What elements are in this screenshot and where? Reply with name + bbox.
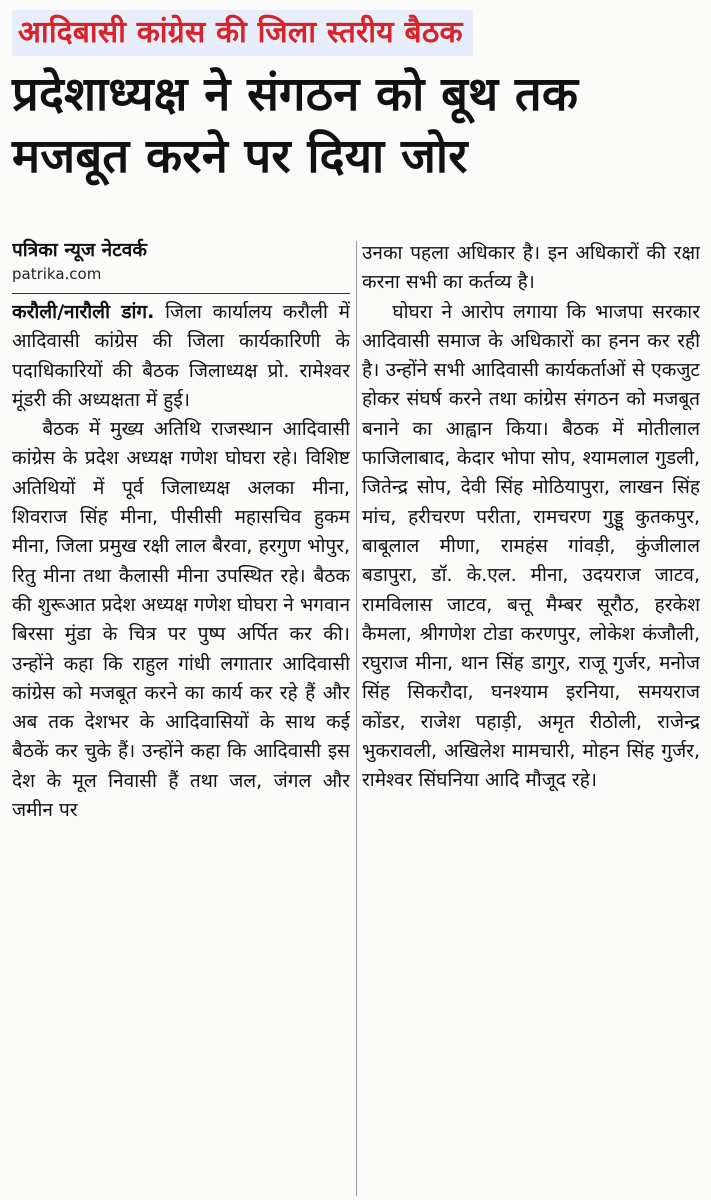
paragraph-text: जिला कार्यालय करौली में आदिवासी कांग्रेस की जिला कार्यकारिणी के पदाधिकारियों की बैठक जिलाध्यक्ष प्रो. रामेश्वर मूंडरी की अध्यक्षता में हुई।	[12, 301, 350, 411]
dateline: करौली/नारौली डांग.	[12, 301, 155, 323]
paragraph	[12, 298, 350, 415]
right-column	[362, 237, 700, 1200]
paragraph: उनका पहला अधिकार है। इन अधिकारों की रक्षा करना सभी का कर्तव्य है।	[362, 242, 700, 294]
paragraph: घोघरा ने आरोप लगाया कि भाजपा सरकार आदिवासी समाज के अधिकारों का हनन कर रही है। उन्होंने सभी आदिवासी कार्यकर्ताओं से एकजुट होकर संघर्ष करने तथा कांग्रेस संगठन को मजबूत बनाने का आह्वान किया। बैठक में मोतीलाल फाजिलाबाद, केदार भोपा सोप, श्यामलाल गुडली, जितेन्द्र सोप, देवी सिंह मोठियापुरा, लाखन सिंह मांच, हरीचरण परीता, रामचरण गुड्डू कुतकपुर, बाबूलाल मीणा, रामहंस गांवड़ी, कुंजीलाल बडापुरा, डॉ. के.एल. मीना, उदयराज जाटव, रामविलास जाटव, बत्तू मैम्बर सूरौठ, हरकेश कैमला, श्रीगणेश टोडा करणपुर, लोकेश कंजौली, रघुराज मीना, थान सिंह डागुर, राजू गुर्जर, मनोज सिंह सिकरौदा, घनश्याम इरनिया, समयराज कोंडर, राजेश पहाड़ी, अमृत रीठोली, राजेन्द्र भुकरावली, अखिलेश मामचारी, मोहन सिंह गुर्जर, रामेश्वर सिंघनिया आदि मौजूद रहे।	[362, 300, 700, 792]
paragraph: बैठक में मुख्य अतिथि राजस्थान आदिवासी कांग्रेस के प्रदेश अध्यक्ष गणेश घोघरा रहे। विशिष्ट अतिथियों में पूर्व जिलाध्यक्ष अलका मीना, शिवराज सिंह मीना, पीसीसी महासचिव हुकम मीना, जिला प्रमुख रक्षी लाल बैरवा, हरगुण भोपुर, रितु मीना तथा कैलासी मीना उपस्थित रहे। बैठक की शुरूआत प्रदेश अध्यक्ष गणेश घोघरा ने भगवान बिरसा मुंडा के चित्र पर पुष्प अर्पित कर की। उन्होंने कहा कि राहुल गांधी लगातार आदिवासी कांग्रेस को मजबूत करने का कार्य कर रहे हैं और अब तक देशभर के आदिवासियों के साथ कई बैठकें कर चुके हैं। उन्होंने कहा कि आदिवासी इस देश के मूल निवासी हैं तथा जल, जंगल और जमीन पर	[12, 418, 350, 822]
kicker-band	[12, 10, 473, 56]
website: patrika.com	[12, 265, 102, 283]
headline: प्रदेशाध्यक्ष ने संगठन को बूथ तक मजबूत करने पर दिया जोर	[12, 67, 579, 184]
column-divider	[356, 241, 357, 1196]
byline: पत्रिका न्यूज नेटवर्क	[12, 239, 147, 261]
kicker: आदिबासी कांग्रेस की जिला स्तरीय बैठक	[18, 15, 463, 50]
article-body	[12, 237, 699, 1200]
byline-divider	[12, 293, 350, 294]
left-column	[12, 237, 350, 1200]
